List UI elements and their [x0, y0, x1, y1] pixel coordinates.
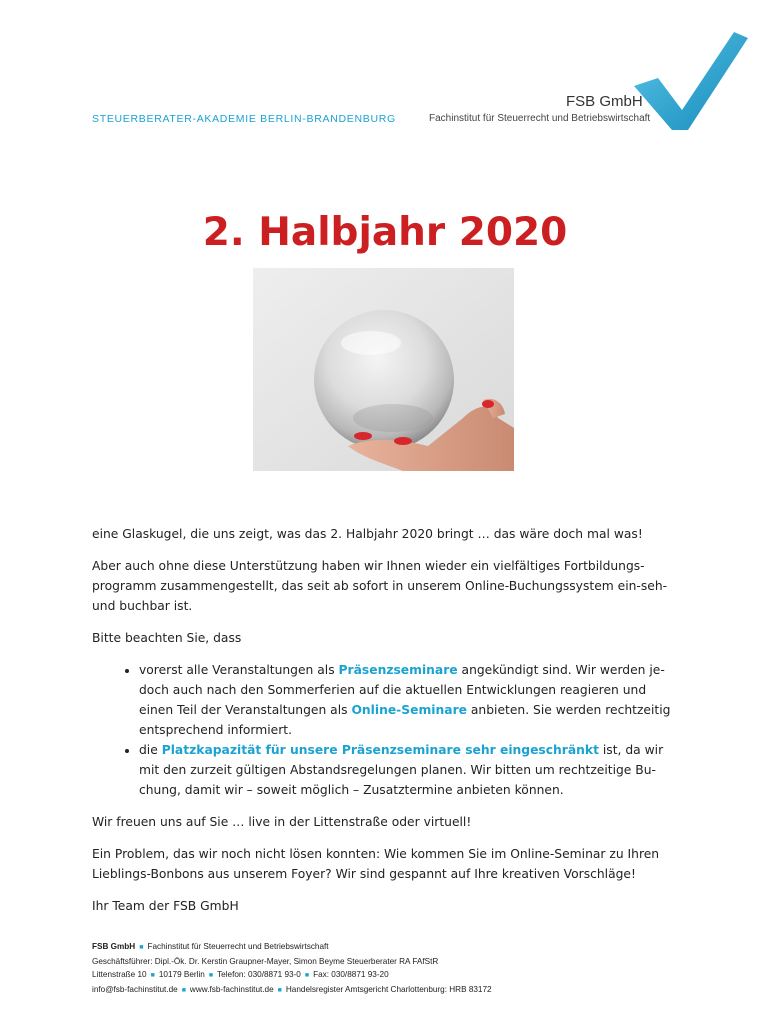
footer-line-4: info@fsb-fachinstitut.de ■ www.fsb-fachinstitut.de ■ Handelsregister Amtsgericht Charlottenburg: HRB 83172	[92, 984, 492, 994]
program-paragraph: Aber auch ohne diese Unterstützung haben wir Ihnen wieder ein vielfältiges Fortbildungs-programm zusammengestellt, das seit ab sofort in unserem Online-Buchungssystem ein-seh- und buchbar ist.	[92, 559, 668, 613]
company-subtitle: Fachinstitut für Steuerrecht und Betriebswirtschaft	[429, 113, 651, 124]
welcome-paragraph: Wir freuen uns auf Sie … live in der Littenstraße oder virtuell!	[92, 815, 472, 829]
company-name: FSB GmbH	[566, 93, 643, 110]
footer-line-1: FSB GmbH ■ Fachinstitut für Steuerrecht und Betriebswirtschaft	[92, 942, 329, 951]
highlight-praesenzseminare: Präsenzseminare	[338, 663, 458, 677]
footer-line-2: Geschäftsführer: Dipl.-Ök. Dr. Kerstin Graupner-Mayer, Simon Beyme Steuerberater RA FAfStR	[92, 956, 439, 966]
list-item: • vorerst alle Veranstaltungen als Präsenzseminare angekündigt sind. Wir werden je-doch auch nach den Sommerferien auf die aktuellen Entwicklungen reagieren und einen Teil der Veranstaltungen als Online-Seminare anbieten. Sie werden rechtzeitig entsprechend informiert.	[139, 660, 684, 740]
signature: Ihr Team der FSB GmbH	[92, 899, 239, 913]
website-link[interactable]: www.fsb-fachinstitut.de	[189, 984, 274, 994]
intro-paragraph: eine Glaskugel, die uns zeigt, was das 2. Halbjahr 2020 bringt … das wäre doch mal was!	[92, 527, 643, 541]
list-item: • die Platzkapazität für unsere Präsenzseminare sehr eingeschränkt ist, da wir mit den zurzeit gültigen Abstandsregelungen planen. Wir bitten um rechtzeitige Bu-chung, damit wir – soweit möglich – Zusatztermine anbieten können.	[139, 740, 684, 800]
academy-name: STEUERBERATER-AKADEMIE BERLIN-BRANDENBURG	[92, 113, 396, 125]
notice-list	[92, 660, 684, 800]
footer-line-3: Littenstraße 10 ■ 10179 Berlin ■ Telefon: 030/8871 93-0 ■ Fax: 030/8871 93-20	[92, 970, 389, 980]
problem-paragraph: Ein Problem, das wir noch nicht lösen konnten: Wie kommen Sie im Online-Seminar zu Ihren Lieblings-Bonbons aus unserem Foyer? Wir sind gespannt auf Ihre kreativen Vorschläge!	[92, 847, 660, 881]
footer	[92, 940, 492, 997]
page-title: 2. Halbjahr 2020	[202, 210, 568, 255]
notice-paragraph: Bitte beachten Sie, dass	[92, 631, 242, 645]
email-link[interactable]: info@fsb-fachinstitut.de	[92, 984, 178, 994]
highlight-online-seminare: Online-Seminare	[351, 703, 467, 717]
letter-body	[92, 524, 684, 928]
separator-square: ■	[139, 944, 144, 951]
glass-ball-photo	[253, 268, 514, 471]
highlight-platzkapazitaet: Platzkapazität für unsere Präsenzseminare sehr eingeschränkt	[161, 743, 599, 757]
